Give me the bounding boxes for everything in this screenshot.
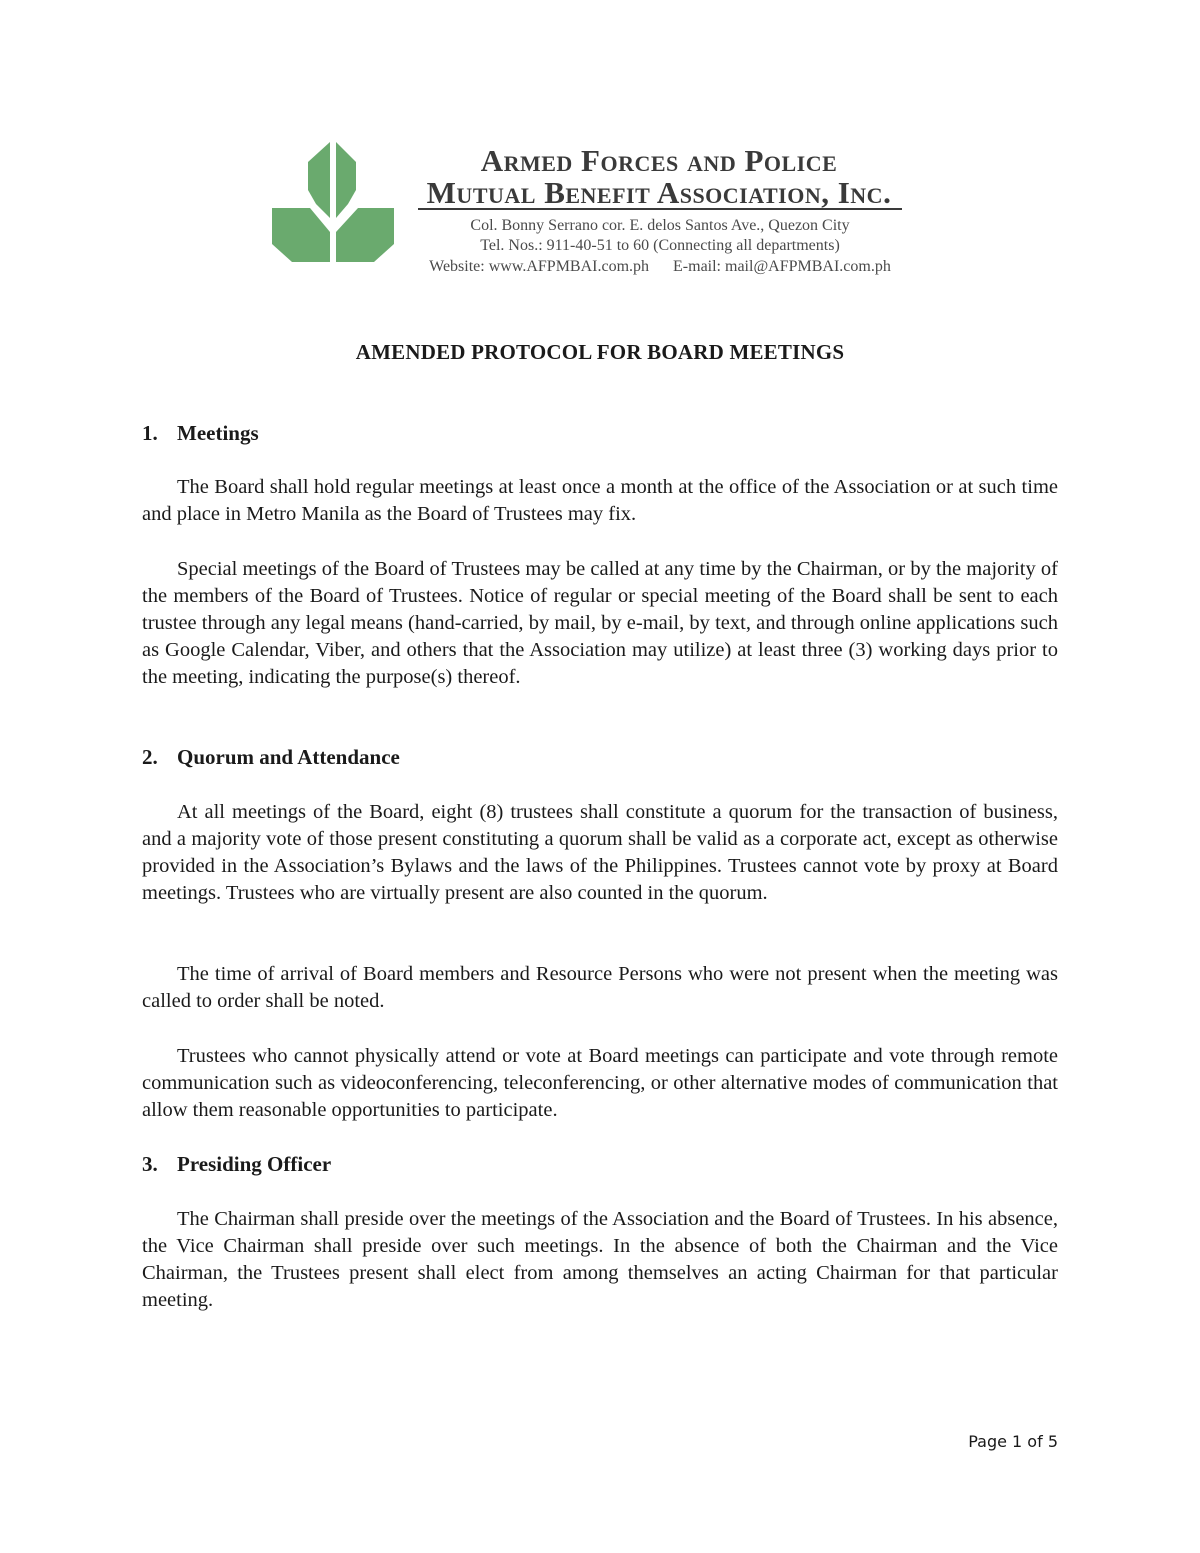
page-number: Page 1 of 5: [968, 1432, 1058, 1451]
paragraph: At all meetings of the Board, eight (8) trustees shall constitute a quorum for the transaction of business, and a majority vote of those present constituting a quorum shall be valid as a corporate act, except as otherwise provided in the Association’s Bylaws and the laws of the Philippines. Trustees cannot vote by proxy at Board meetings. Trustees who are virtually present are also counted in the quorum.: [142, 801, 1058, 904]
section-number: 2.: [142, 745, 158, 769]
paragraph: Trustees who cannot physically attend or vote at Board meetings can participate and vote through remote communication such as videoconferencing, teleconferencing, or other alternative modes of communication that allow them reasonable opportunities to participate.: [142, 1045, 1058, 1121]
org-email: E-mail: mail@AFPMBAI.com.ph: [673, 258, 891, 275]
paragraph: The Chairman shall preside over the meetings of the Association and the Board of Trustees. In his absence, the Vice Chairman shall preside over such meetings. In the absence of both the Chairman and the Vice Chairman, the Trustees present shall elect from among themselves an acting Chairman for that particular meeting.: [142, 1208, 1058, 1311]
letterhead: [270, 138, 930, 278]
paragraph: The Board shall hold regular meetings at least once a month at the office of the Association or at such time and place in Metro Manila as the Board of Trustees may fix.: [142, 476, 1058, 525]
section-number: 1.: [142, 421, 158, 445]
org-name-line2: Mutual Benefit Association, Inc.: [426, 175, 892, 210]
org-website: Website: www.AFPMBAI.com.ph: [429, 258, 650, 275]
section-title: Presiding Officer: [177, 1152, 332, 1176]
section-heading-meetings: [142, 421, 259, 446]
paragraph: Special meetings of the Board of Trustees may be called at any time by the Chairman, or by the majority of the members of the Board of Trustees. Notice of regular or special meeting of the Board shall be sent to each trustee through any legal means (hand-carried, by mail, by e-mail, by text, and through online applications such as Google Calendar, Viber, and others that the Association may utilize) at least three (3) working days prior to the meeting, indicating the purpose(s) thereof.: [142, 558, 1058, 688]
org-name-line1: Armed Forces and Police: [480, 143, 838, 178]
document-title: AMENDED PROTOCOL FOR BOARD MEETINGS: [355, 340, 845, 364]
letterhead-divider: [418, 208, 902, 210]
section-number: 3.: [142, 1152, 158, 1176]
org-address: Col. Bonny Serrano cor. E. delos Santos Ave., Quezon City: [470, 217, 850, 234]
section-title: Meetings: [177, 421, 259, 445]
section-heading-presiding-officer: [142, 1152, 331, 1177]
section-title: Quorum and Attendance: [177, 745, 400, 769]
green-leaf-logo-icon: [272, 140, 394, 262]
paragraph: The time of arrival of Board members and Resource Persons who were not present when the meeting was called to order shall be noted.: [142, 963, 1058, 1012]
org-web-email: [390, 257, 930, 277]
section-heading-quorum: [142, 745, 400, 770]
org-telephone: Tel. Nos.: 911-40-51 to 60 (Connecting all departments): [480, 237, 840, 254]
